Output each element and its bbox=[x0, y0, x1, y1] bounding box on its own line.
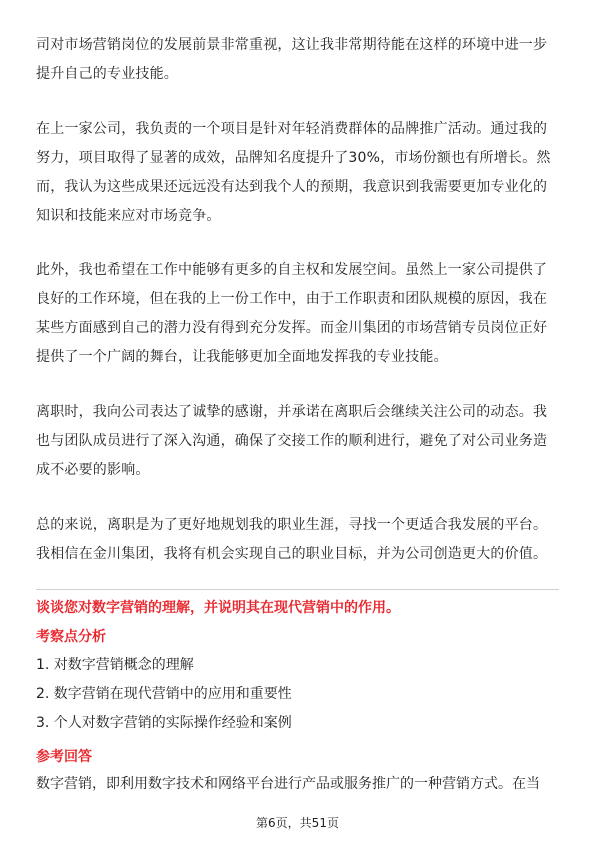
text-line: 某些方面感到自己的潜力没有得到充分发挥。而金川集团的市场营销专员岗位正好 bbox=[36, 320, 548, 336]
text-line: 在上一家公司，我负责的一个项目是针对年轻消费群体的品牌推广活动。通过我的 bbox=[36, 121, 548, 137]
paragraph-2 bbox=[36, 115, 559, 231]
text-line: 而，我认为这些成果还远远没有达到我个人的预期，我意识到我需要更加专业化的 bbox=[36, 179, 548, 195]
text-line: 总的来说，离职是为了更好地规划我的职业生涯，寻找一个更适合我发展的平台。 bbox=[36, 517, 548, 533]
paragraph-4 bbox=[36, 398, 559, 485]
text-line: 提升自己的专业技能。 bbox=[36, 66, 178, 82]
analysis-item: 3. 个人对数字营销的实际操作经验和案例 bbox=[36, 715, 292, 731]
text-line: 知识和技能来应对市场竞争。 bbox=[36, 208, 221, 224]
analysis-item: 2. 数字营销在现代营销中的应用和重要性 bbox=[36, 686, 292, 702]
paragraph-3 bbox=[36, 256, 559, 372]
text-line: 司对市场营销岗位的发展前景非常重视，这让我非常期待能在这样的环境中进一步 bbox=[36, 37, 548, 53]
reference-answer-text: 数字营销，即利用数字技术和网络平台进行产品或服务推广的一种营销方式。在当 bbox=[36, 776, 540, 792]
text-line: 我相信在金川集团，我将有机会实现自己的职业目标，并为公司创造更大的价值。 bbox=[36, 546, 548, 562]
text-line: 此外，我也希望在工作中能够有更多的自主权和发展空间。虽然上一家公司提供了 bbox=[36, 262, 548, 278]
paragraph-5 bbox=[36, 511, 559, 569]
text-line: 努力，项目取得了显著的成效，品牌知名度提升了30%，市场份额也有所增长。然 bbox=[36, 150, 551, 166]
section-divider bbox=[36, 589, 559, 590]
paragraph-1 bbox=[36, 31, 559, 89]
text-line: 也与团队成员进行了深入沟通，确保了交接工作的顺利进行，避免了对公司业务造 bbox=[36, 433, 548, 449]
reference-heading: 参考回答 bbox=[36, 749, 92, 765]
text-line: 良好的工作环境，但在我的上一份工作中，由于工作职责和团队规模的原因，我在 bbox=[36, 291, 548, 307]
analysis-item: 1. 对数字营销概念的理解 bbox=[36, 657, 194, 673]
analysis-heading: 考察点分析 bbox=[36, 629, 106, 645]
text-line: 离职时，我向公司表达了诚挚的感谢，并承诺在离职后会继续关注公司的动态。我 bbox=[36, 404, 548, 420]
text-line: 提供了一个广阔的舞台，让我能够更加全面地发挥我的专业技能。 bbox=[36, 349, 448, 365]
text-line: 成不必要的影响。 bbox=[36, 462, 150, 478]
page-number: 第6页，共51页 bbox=[256, 816, 339, 830]
question-title: 谈谈您对数字营销的理解，并说明其在现代营销中的作用。 bbox=[36, 600, 400, 616]
